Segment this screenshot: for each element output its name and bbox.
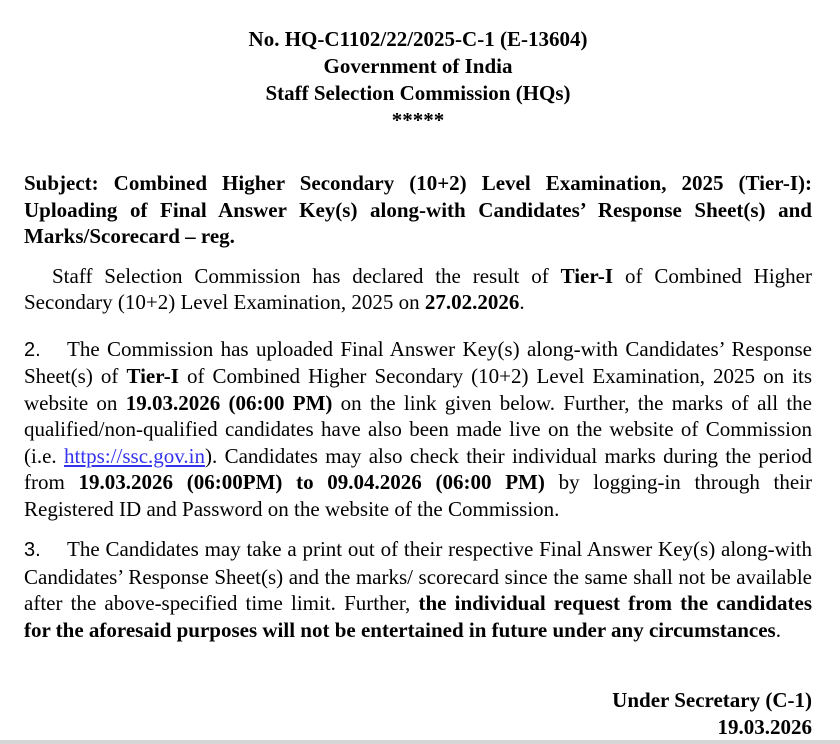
text-run: of Combined Higher Secondary (10+2) Level Examination, 2025 on [24, 263, 812, 314]
upload-datetime-bold: 19.03.2026 (06:00 PM) [125, 390, 333, 415]
reference-number: No. HQ-C1102/22/2025-C-1 (E-13604) [248, 27, 588, 51]
text-run: . [775, 617, 781, 642]
text-run: . [519, 290, 525, 314]
paragraph-3 [24, 536, 812, 643]
separator-stars: ***** [391, 108, 445, 132]
no-future-request-bold: the individual request from the candidates for the aforesaid purposes will not be entertained in future under any circumstances [24, 591, 812, 642]
document-header [24, 26, 812, 134]
text-run: The Commission has uploaded Final Answer Key(s) along-with Candidates’ Response Sheet(s) of [24, 336, 812, 388]
signatory-title: Under Secretary (C-1) [612, 688, 812, 712]
page-bottom-edge [0, 740, 840, 744]
ssc-website-link[interactable]: https://ssc.gov.in [64, 443, 205, 468]
paragraph-1 [24, 263, 812, 316]
text-run: The Candidates may take a print out of their respective Final Answer Key(s) along-with Candidates’ Response Sheet(s) and the marks/ scorecard since the same shall not be available after the above-specified time limit. Further, [24, 537, 812, 615]
signature-date: 19.03.2026 [717, 715, 812, 739]
dept-name: Staff Selection Commission (HQs) [265, 81, 571, 105]
marks-window-bold: 19.03.2026 (06:00PM) to 09.04.2026 (06:00 PM) [78, 470, 545, 494]
text-run: of Combined Higher Secondary (10+2) Level Examination, 2025 on its website on [24, 364, 812, 415]
subject-line: Subject: Combined Higher Secondary (10+2) Level Examination, 2025 (Tier-I): Uploading of Final Answer Key(s) along-with Candidates’ Response Sheet(s) and Marks/Scorecard – reg. [24, 171, 812, 248]
paragraph-3-number: 3. [24, 539, 41, 561]
text-run: on the link given below. Further, the marks of all the qualified/non-qualified candidates have also been made live on the website of Commission (i.e. [24, 390, 812, 468]
text-run: ). Candidates may also check their individual marks during the period from [24, 443, 813, 494]
text-run: by logging-in through their Registered ID and Password on the website of the Commission. [24, 470, 813, 521]
signature-block [24, 687, 812, 741]
tier-1-bold: Tier-I [560, 263, 614, 288]
result-date-bold: 27.02.2026 [424, 290, 520, 314]
tier-1-bold: Tier-I [126, 364, 179, 388]
paragraph-2 [24, 336, 812, 523]
text-run: Staff Selection Commission has declared the result of [52, 263, 561, 288]
paragraph-2-number: 2. [24, 338, 41, 361]
org-name: Government of India [323, 54, 513, 78]
